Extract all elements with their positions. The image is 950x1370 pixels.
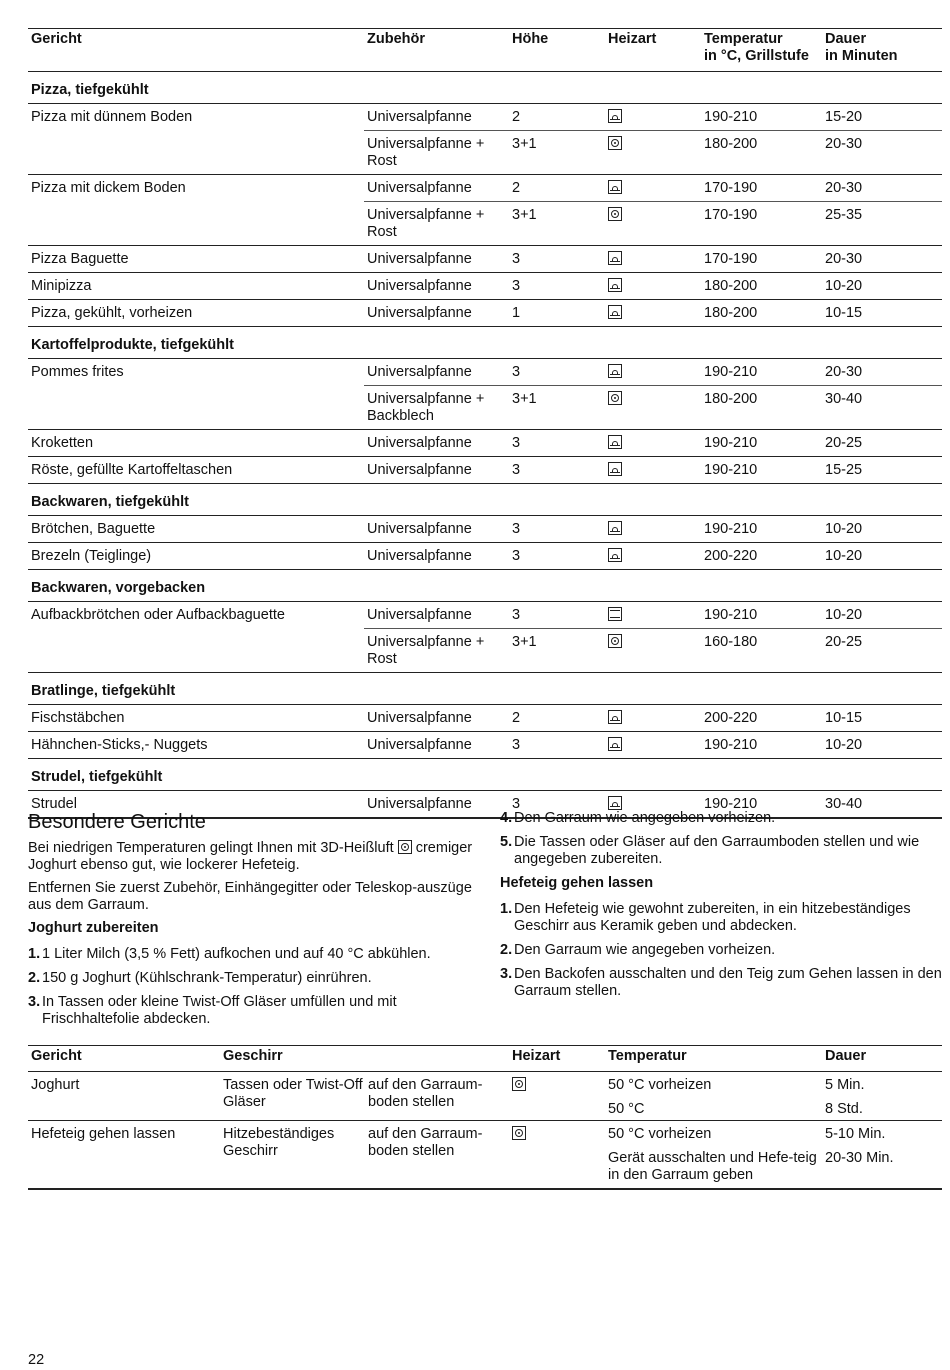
table-row: Pommes frites Universalpfanne 3 190-210 20-30	[31, 364, 863, 380]
intro-paragraph-2: Entfernen Sie zuerst Zubehör, Einhängegitter oder Teleskop-auszüge aus dem Garraum.	[28, 880, 472, 913]
special-dishes-section	[28, 810, 942, 1040]
3d-hot-air-icon	[512, 1077, 526, 1091]
table-row: Gerät ausschalten und Hefe-teig in den Garraum geben 20-30 Min.	[608, 1150, 894, 1183]
list-item: 1. Den Hefeteig wie gewohnt zubereiten, in ein hitzebeständiges Geschirr aus Keramik geben und abdecken.	[500, 901, 911, 934]
3d-hot-air-icon	[608, 391, 622, 405]
table-row: Fischstäbchen Universalpfanne 2 200-220 10-15	[28, 705, 942, 732]
table-row: Universalpfanne + Rost 3+1 170-190 25-35	[28, 202, 942, 246]
pizza-setting-icon	[608, 305, 622, 319]
table-row: Brezeln (Teiglinge) Universalpfanne 3 200-220 10-20	[28, 543, 942, 570]
table-header	[28, 29, 942, 72]
frozen-food-table	[28, 28, 942, 819]
left-column	[28, 810, 473, 1035]
pizza-setting-icon	[608, 710, 622, 724]
table-row: 50 °C 8 Std.	[28, 1096, 942, 1121]
header-dish: Gericht	[31, 31, 82, 47]
section-heading: Strudel, tiefgekühlt	[28, 759, 942, 791]
yogurt-steps	[28, 946, 473, 1028]
yogurt-steps-continued	[500, 810, 942, 868]
top-bottom-heat-icon	[608, 607, 622, 621]
header-accessory: Zubehör	[367, 31, 425, 47]
pizza-setting-icon	[608, 364, 622, 378]
table-row: Kroketten Universalpfanne 3 190-210 20-25	[28, 430, 942, 457]
list-item: 5. Die Tassen oder Gläser auf den Garraumboden stellen und wie angegeben zubereiten.	[500, 834, 920, 867]
table-header: Gericht Geschirr Heizart Temperatur Dauer	[28, 1046, 942, 1072]
section-heading: Backwaren, tiefgekühlt	[28, 484, 942, 516]
list-item: 1. 1 Liter Milch (3,5 % Fett) aufkochen und auf 40 °C abkühlen.	[28, 946, 431, 962]
table-row: Pizza, gekühlt, vorheizen Universalpfanne 1 180-200 10-15	[28, 300, 942, 327]
3d-hot-air-icon	[512, 1126, 526, 1140]
table-row: Joghurt Tassen oder Twist-Off Gläser auf den Garraum-boden stellen 50 °C vorheizen 5 Min.	[31, 1077, 865, 1110]
right-column	[500, 810, 942, 1007]
table-row: Röste, gefüllte Kartoffeltaschen Universalpfanne 3 190-210 15-25	[28, 457, 942, 484]
table-row: Brötchen, Baguette Universalpfanne 3 190-210 10-20	[28, 516, 942, 543]
header-height: Höhe	[512, 31, 549, 47]
pizza-setting-icon	[608, 251, 622, 265]
section-heading: Bratlinge, tiefgekühlt	[28, 673, 942, 705]
3d-hot-air-icon	[608, 136, 622, 150]
3d-hot-air-icon	[398, 840, 412, 854]
cooking-table-frozen	[28, 28, 942, 819]
section-heading: Backwaren, vorgebacken	[28, 570, 942, 602]
pizza-setting-icon	[608, 521, 622, 535]
list-item: 2. 150 g Joghurt (Kühlschrank-Temperatur) einrühren.	[28, 970, 372, 986]
pizza-setting-icon	[608, 435, 622, 449]
table-row: Pizza Baguette Universalpfanne 3 170-190 20-30	[28, 246, 942, 273]
table-row: Hefeteig gehen lassen Hitzebeständiges Geschirr auf den Garraum-boden stellen 50 °C vorheizen 5-10 Min.	[31, 1126, 886, 1159]
dough-steps	[500, 901, 942, 1000]
pizza-setting-icon	[608, 109, 622, 123]
table-row: Universalpfanne + Rost 3+1 160-180 20-25	[28, 629, 942, 673]
table-row: Universalpfanne + Rost 3+1 180-200 20-30	[28, 131, 942, 175]
header-duration: Dauer in Minuten	[825, 31, 898, 64]
dish-cell: Pizza mit dünnem Boden	[31, 109, 193, 125]
table-row: Pizza mit dickem Boden Universalpfanne 2 170-190 20-30	[31, 180, 863, 196]
pizza-setting-icon	[608, 180, 622, 194]
3d-hot-air-icon	[608, 634, 622, 648]
pizza-setting-icon	[608, 796, 622, 810]
intro-paragraph: Bei niedrigen Temperaturen gelingt Ihnen mit 3D-Heißluft cremiger Joghurt ebenso gut, wie lockerer Hefeteig.	[28, 840, 473, 873]
list-item: 4. Den Garraum wie angegeben vorheizen.	[500, 810, 776, 826]
yogurt-heading: Joghurt zubereiten	[28, 920, 159, 936]
table-row: Hähnchen-Sticks,- Nuggets Universalpfanne 3 190-210 10-20	[28, 732, 942, 759]
table-row: Minipizza Universalpfanne 3 180-200 10-20	[28, 273, 942, 300]
list-item: 3. In Tassen oder kleine Twist-Off Gläser umfüllen und mit Frischhaltefolie abdecken.	[28, 994, 397, 1027]
page-number: 22	[28, 1352, 45, 1368]
pizza-setting-icon	[608, 737, 622, 751]
section-heading: Pizza, tiefgekühlt	[28, 72, 942, 104]
table-row: Aufbackbrötchen oder Aufbackbaguette Universalpfanne 3 190-210 10-20	[31, 607, 863, 623]
3d-hot-air-icon	[608, 207, 622, 221]
special-dishes-table	[28, 1045, 942, 1190]
table-row: Universalpfanne + Backblech 3+1 180-200 30-40	[28, 386, 942, 430]
section-title: Besondere Gerichte	[28, 811, 206, 833]
special-dishes-table-wrap	[28, 1045, 942, 1190]
dough-heading: Hefeteig gehen lassen	[500, 875, 654, 891]
table-row: Pizza mit dünnem Boden Universalpfanne 2 190-210 15-20	[28, 104, 942, 131]
list-item: 3. Den Backofen ausschalten und den Teig zum Gehen lassen in den Garraum stellen.	[500, 966, 942, 999]
pizza-setting-icon	[608, 462, 622, 476]
table-row: Strudel Universalpfanne 3 190-210 30-40	[31, 796, 863, 812]
section-heading: Kartoffelprodukte, tiefgekühlt	[28, 327, 942, 359]
list-item: 2. Den Garraum wie angegeben vorheizen.	[500, 942, 776, 958]
pizza-setting-icon	[608, 548, 622, 562]
header-heating: Heizart	[608, 31, 657, 47]
header-temperature: Temperatur in °C, Grillstufe	[704, 31, 809, 64]
pizza-setting-icon	[608, 278, 622, 292]
